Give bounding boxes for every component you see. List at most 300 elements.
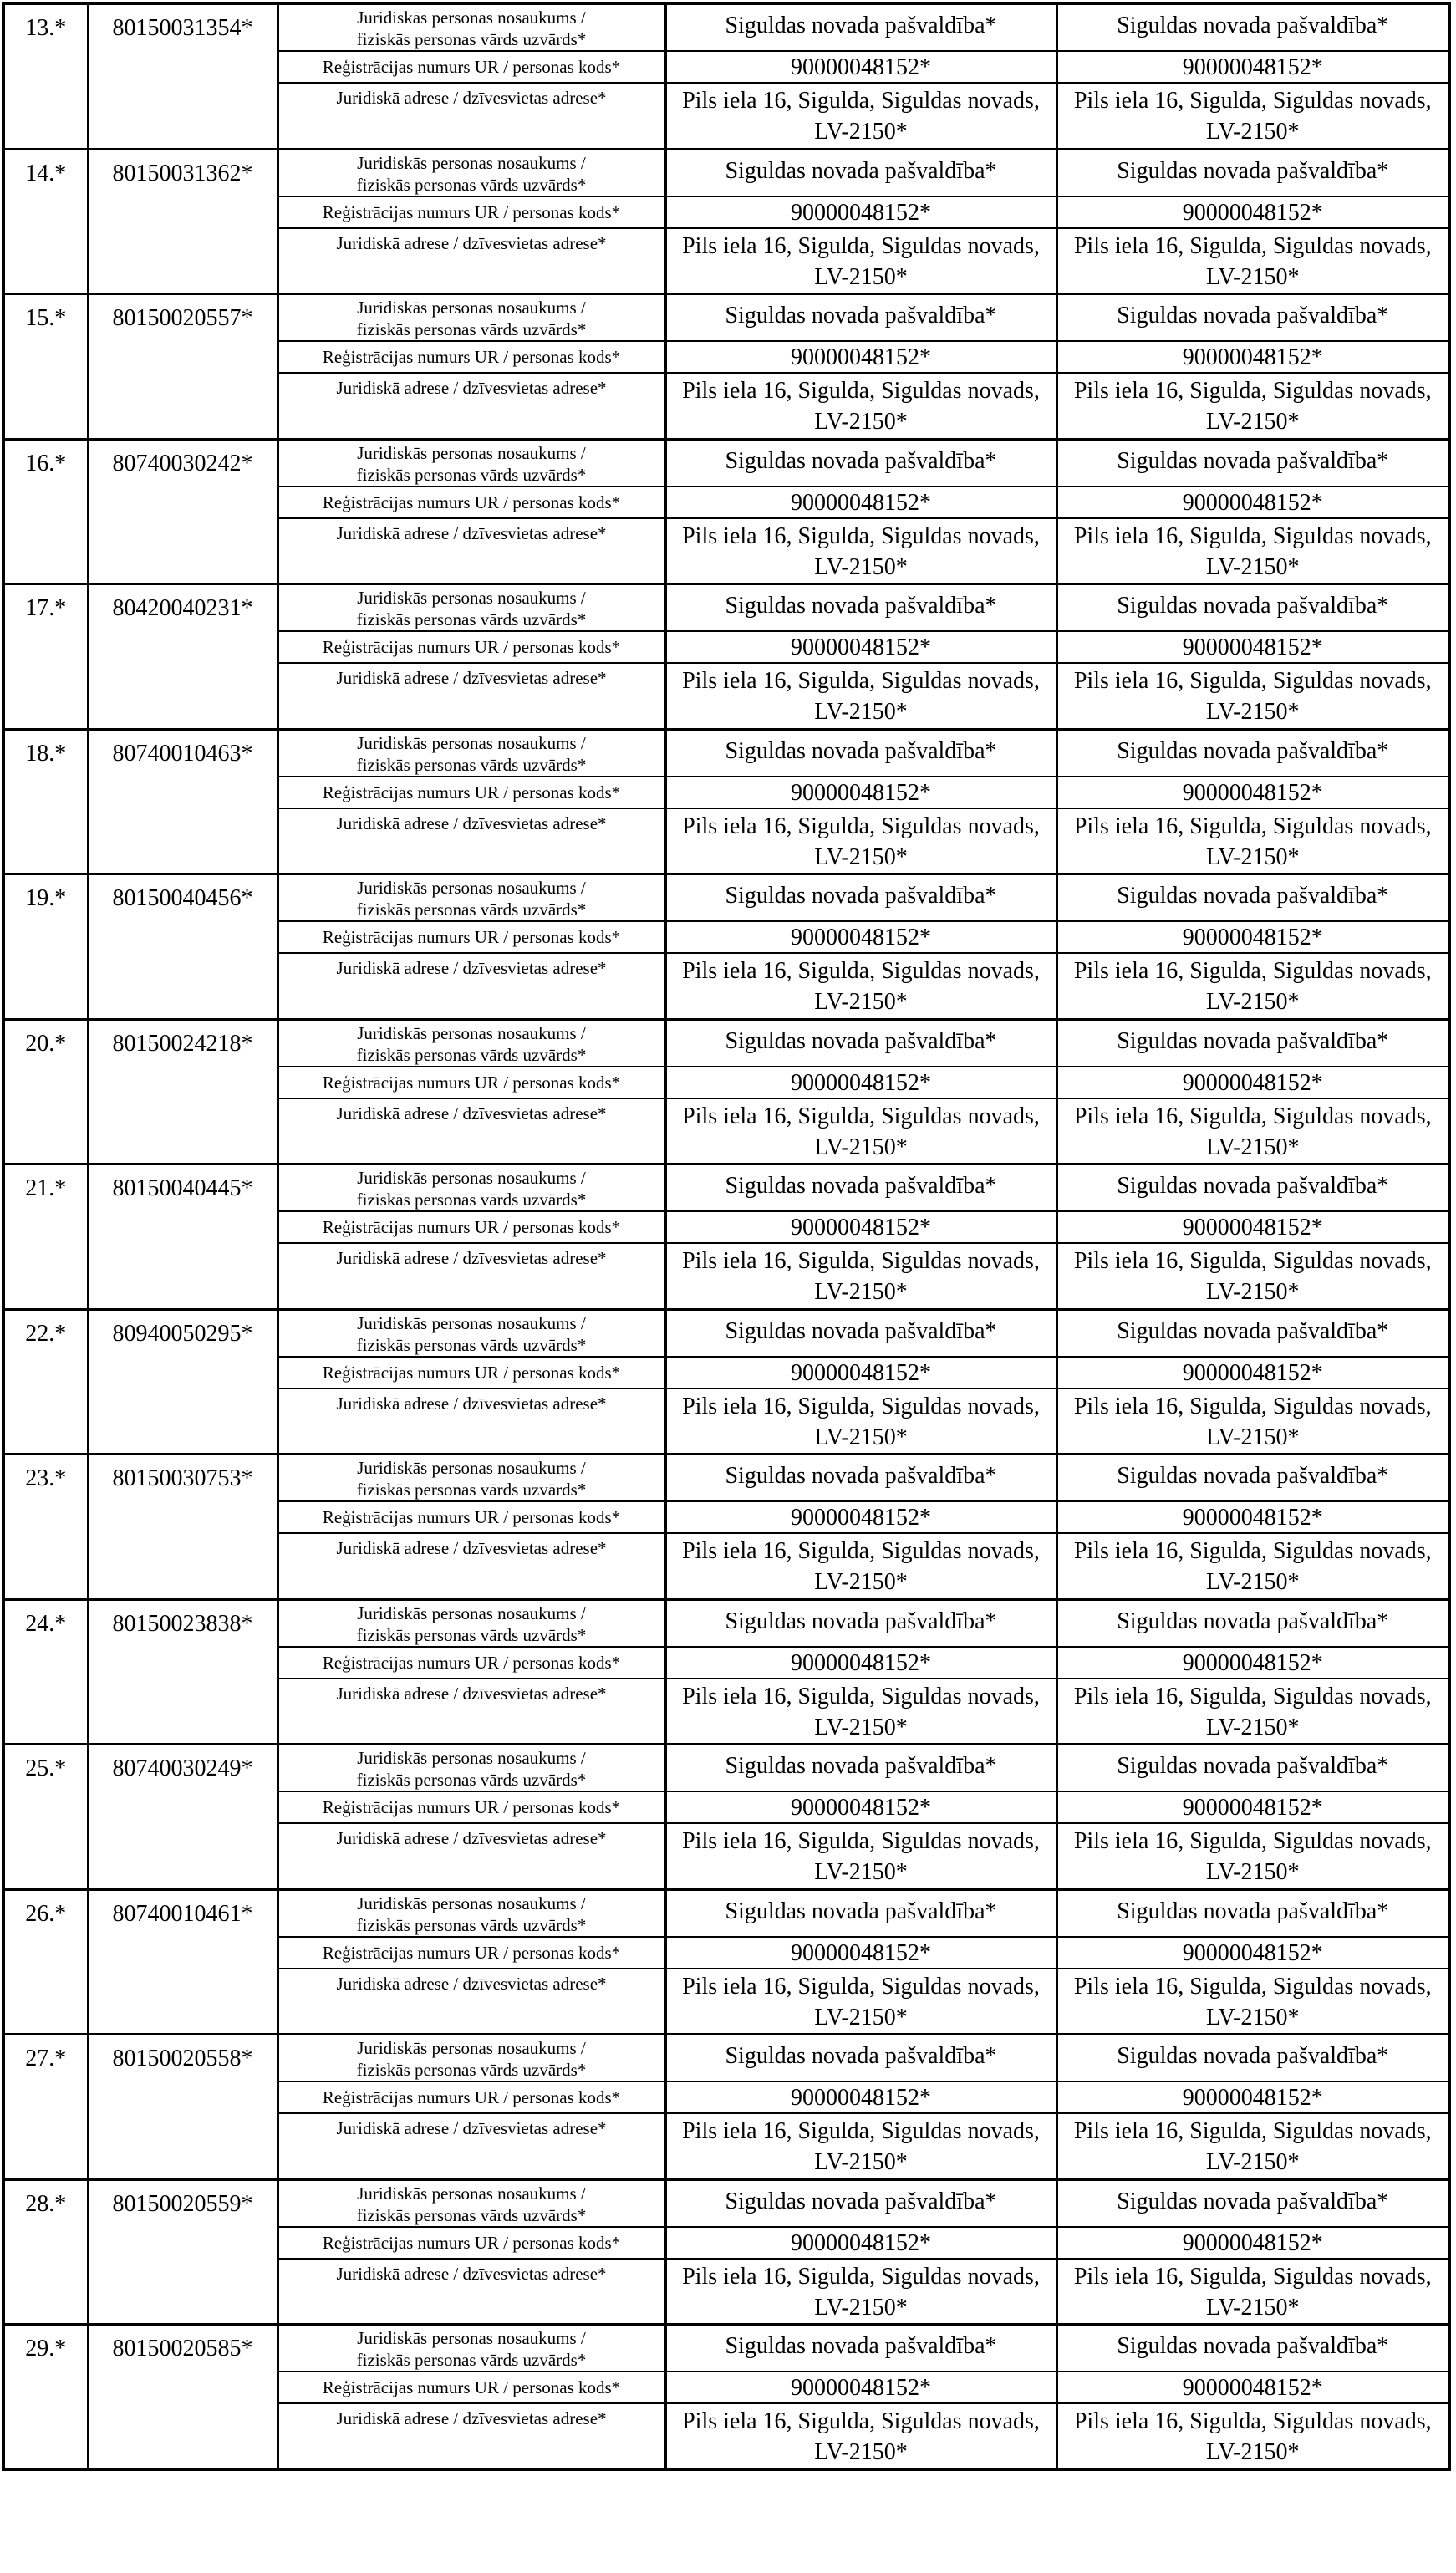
name-label-cell bbox=[277, 2035, 665, 2082]
owner2-address-line2: LV-2150* bbox=[1205, 1569, 1300, 1595]
owner2-address-line2: LV-2150* bbox=[1205, 553, 1300, 580]
name-label-line1: Juridiskās personas nosaukums / bbox=[357, 1893, 586, 1913]
owner2-address-line2: LV-2150* bbox=[1205, 263, 1300, 290]
owner2-address-line1: Pils iela 16, Sigulda, Siguldas novads, bbox=[1073, 1683, 1432, 1709]
owner1-address-line1: Pils iela 16, Sigulda, Siguldas novads, bbox=[682, 88, 1040, 114]
owner1-registration-number-cell: 90000048152* bbox=[665, 631, 1056, 663]
name-label-cell bbox=[277, 1019, 665, 1067]
table-row bbox=[3, 1599, 1449, 1647]
address-label-cell: Juridiskā adrese / dzīvesvietas adrese* bbox=[277, 1388, 665, 1455]
owner2-address-line1: Pils iela 16, Sigulda, Siguldas novads, bbox=[1073, 2118, 1432, 2144]
table-row bbox=[3, 149, 1449, 196]
name-label-cell bbox=[277, 1745, 665, 1792]
row-number-cell: 27.* bbox=[3, 2035, 88, 2180]
name-label-line1: Juridiskās personas nosaukums / bbox=[357, 8, 586, 28]
owner1-name-cell: Siguldas novada pašvaldība* bbox=[665, 3, 1056, 51]
owner1-address-cell bbox=[665, 808, 1056, 874]
owner1-name-cell: Siguldas novada pašvaldība* bbox=[665, 1309, 1056, 1357]
owner1-address-line2: LV-2150* bbox=[814, 1424, 908, 1450]
owner1-address-line2: LV-2150* bbox=[814, 409, 908, 435]
owner1-address-cell bbox=[665, 2113, 1056, 2179]
registration-label-cell: Reģistrācijas numurs UR / personas kods* bbox=[277, 921, 665, 953]
owner2-registration-number-cell: 90000048152* bbox=[1056, 921, 1449, 953]
name-label-cell bbox=[277, 584, 665, 632]
owner1-address-cell bbox=[665, 1969, 1056, 2035]
owner2-address-line2: LV-2150* bbox=[1205, 1714, 1300, 1740]
table-row bbox=[3, 1164, 1449, 1212]
address-label-cell: Juridiskā adrese / dzīvesvietas adrese* bbox=[277, 663, 665, 729]
owner1-address-cell bbox=[665, 663, 1056, 729]
owner2-registration-number-cell: 90000048152* bbox=[1056, 1357, 1449, 1388]
name-label-cell bbox=[277, 1309, 665, 1357]
owner2-address-cell bbox=[1056, 1969, 1449, 2035]
owner2-registration-number-cell: 90000048152* bbox=[1056, 196, 1449, 228]
owner1-address-line2: LV-2150* bbox=[814, 1134, 908, 1160]
name-label-line2: fiziskās personas vārds uzvārds* bbox=[356, 754, 587, 775]
name-label-line1: Juridiskās personas nosaukums / bbox=[357, 2038, 586, 2058]
name-label-cell bbox=[277, 1599, 665, 1647]
registration-label-cell: Reģistrācijas numurs UR / personas kods* bbox=[277, 2227, 665, 2259]
owner2-registration-number-cell: 90000048152* bbox=[1056, 51, 1449, 83]
owner2-name-cell: Siguldas novada pašvaldība* bbox=[1056, 2325, 1449, 2372]
owner2-address-line1: Pils iela 16, Sigulda, Siguldas novads, bbox=[1073, 1393, 1432, 1419]
owner1-name-cell: Siguldas novada pašvaldība* bbox=[665, 149, 1056, 196]
owner2-name-cell: Siguldas novada pašvaldība* bbox=[1056, 729, 1449, 777]
registration-label-cell: Reģistrācijas numurs UR / personas kods* bbox=[277, 1791, 665, 1823]
owner2-name-cell: Siguldas novada pašvaldība* bbox=[1056, 1745, 1449, 1792]
table-row bbox=[3, 874, 1449, 922]
owner2-address-line2: LV-2150* bbox=[1205, 843, 1300, 870]
owner2-address-line2: LV-2150* bbox=[1205, 2439, 1300, 2465]
owner2-address-line2: LV-2150* bbox=[1205, 2004, 1300, 2030]
table-row bbox=[3, 439, 1449, 487]
registration-label-cell: Reģistrācijas numurs UR / personas kods* bbox=[277, 487, 665, 518]
name-label-line1: Juridiskās personas nosaukums / bbox=[357, 1748, 586, 1768]
owner1-name-cell: Siguldas novada pašvaldība* bbox=[665, 1889, 1056, 1937]
address-label-cell: Juridiskā adrese / dzīvesvietas adrese* bbox=[277, 228, 665, 294]
owner2-address-line1: Pils iela 16, Sigulda, Siguldas novads, bbox=[1073, 2408, 1432, 2434]
owner2-name-cell: Siguldas novada pašvaldība* bbox=[1056, 1309, 1449, 1357]
name-label-line2: fiziskās personas vārds uzvārds* bbox=[356, 2060, 587, 2080]
owner1-address-line2: LV-2150* bbox=[814, 2439, 908, 2465]
table-row bbox=[3, 294, 1449, 342]
owner2-address-line1: Pils iela 16, Sigulda, Siguldas novads, bbox=[1073, 88, 1432, 114]
name-label-line2: fiziskās personas vārds uzvārds* bbox=[356, 1334, 587, 1355]
name-label-line2: fiziskās personas vārds uzvārds* bbox=[356, 1480, 587, 1500]
registration-label-cell: Reģistrācijas numurs UR / personas kods* bbox=[277, 196, 665, 228]
owner1-address-cell bbox=[665, 1388, 1056, 1455]
owner2-name-cell: Siguldas novada pašvaldība* bbox=[1056, 149, 1449, 196]
address-label-cell: Juridiskā adrese / dzīvesvietas adrese* bbox=[277, 1823, 665, 1889]
owner2-address-cell bbox=[1056, 1823, 1449, 1889]
owner2-address-cell bbox=[1056, 373, 1449, 439]
owner1-name-cell: Siguldas novada pašvaldība* bbox=[665, 584, 1056, 632]
owner2-registration-number-cell: 90000048152* bbox=[1056, 487, 1449, 518]
owner1-registration-number-cell: 90000048152* bbox=[665, 2081, 1056, 2113]
owner2-address-cell bbox=[1056, 518, 1449, 584]
cadastre-number-cell: 80150040445* bbox=[88, 1164, 277, 1310]
name-label-line1: Juridiskās personas nosaukums / bbox=[357, 152, 586, 173]
owner1-registration-number-cell: 90000048152* bbox=[665, 1647, 1056, 1679]
row-number-cell: 29.* bbox=[3, 2325, 88, 2470]
owner2-address-line1: Pils iela 16, Sigulda, Siguldas novads, bbox=[1073, 1973, 1432, 2000]
table-row bbox=[3, 3, 1449, 51]
owner2-name-cell: Siguldas novada pašvaldība* bbox=[1056, 439, 1449, 487]
owner1-address-line1: Pils iela 16, Sigulda, Siguldas novads, bbox=[682, 1828, 1040, 1854]
address-label-cell: Juridiskā adrese / dzīvesvietas adrese* bbox=[277, 518, 665, 584]
owner2-address-line1: Pils iela 16, Sigulda, Siguldas novads, bbox=[1073, 813, 1432, 839]
owner1-name-cell: Siguldas novada pašvaldība* bbox=[665, 294, 1056, 342]
owner2-address-line1: Pils iela 16, Sigulda, Siguldas novads, bbox=[1073, 232, 1432, 259]
name-label-line2: fiziskās personas vārds uzvārds* bbox=[356, 174, 587, 195]
owner1-registration-number-cell: 90000048152* bbox=[665, 1211, 1056, 1243]
registration-label-cell: Reģistrācijas numurs UR / personas kods* bbox=[277, 341, 665, 373]
owner2-address-line1: Pils iela 16, Sigulda, Siguldas novads, bbox=[1073, 2263, 1432, 2290]
ownership-table bbox=[2, 2, 1451, 2471]
owner1-address-line2: LV-2150* bbox=[814, 1569, 908, 1595]
cadastre-number-cell: 80150020558* bbox=[88, 2035, 277, 2180]
owner2-address-line1: Pils iela 16, Sigulda, Siguldas novads, bbox=[1073, 668, 1432, 694]
registration-label-cell: Reģistrācijas numurs UR / personas kods* bbox=[277, 1501, 665, 1533]
owner2-registration-number-cell: 90000048152* bbox=[1056, 631, 1449, 663]
row-number-cell: 14.* bbox=[3, 149, 88, 294]
owner2-address-cell bbox=[1056, 1533, 1449, 1599]
table-row bbox=[3, 2179, 1449, 2227]
owner1-address-line2: LV-2150* bbox=[814, 553, 908, 580]
owner1-address-line1: Pils iela 16, Sigulda, Siguldas novads, bbox=[682, 1683, 1040, 1709]
cadastre-number-cell: 80740030249* bbox=[88, 1745, 277, 1890]
name-label-line1: Juridiskās personas nosaukums / bbox=[357, 878, 586, 898]
name-label-line1: Juridiskās personas nosaukums / bbox=[357, 588, 586, 608]
owner2-registration-number-cell: 90000048152* bbox=[1056, 1211, 1449, 1243]
owner1-address-line2: LV-2150* bbox=[814, 989, 908, 1015]
owner1-address-line1: Pils iela 16, Sigulda, Siguldas novads, bbox=[682, 668, 1040, 694]
table-row bbox=[3, 2325, 1449, 2372]
name-label-line1: Juridiskās personas nosaukums / bbox=[357, 1312, 586, 1333]
owner1-name-cell: Siguldas novada pašvaldība* bbox=[665, 439, 1056, 487]
address-label-cell: Juridiskā adrese / dzīvesvietas adrese* bbox=[277, 373, 665, 439]
row-number-cell: 28.* bbox=[3, 2179, 88, 2325]
owner2-address-line1: Pils iela 16, Sigulda, Siguldas novads, bbox=[1073, 522, 1432, 549]
name-label-cell bbox=[277, 1889, 665, 1937]
owner1-name-cell: Siguldas novada pašvaldība* bbox=[665, 1164, 1056, 1212]
registration-label-cell: Reģistrācijas numurs UR / personas kods* bbox=[277, 51, 665, 83]
owner2-address-line1: Pils iela 16, Sigulda, Siguldas novads, bbox=[1073, 1538, 1432, 1564]
owner1-registration-number-cell: 90000048152* bbox=[665, 2372, 1056, 2403]
owner2-address-line2: LV-2150* bbox=[1205, 1424, 1300, 1450]
name-label-cell bbox=[277, 2325, 665, 2372]
row-number-cell: 25.* bbox=[3, 1745, 88, 1890]
table-row bbox=[3, 1455, 1449, 1502]
name-label-line2: fiziskās personas vārds uzvārds* bbox=[356, 1624, 587, 1645]
name-label-line2: fiziskās personas vārds uzvārds* bbox=[356, 609, 587, 629]
name-label-cell bbox=[277, 874, 665, 922]
owner2-name-cell: Siguldas novada pašvaldība* bbox=[1056, 584, 1449, 632]
owner1-address-cell bbox=[665, 1679, 1056, 1745]
cadastre-number-cell: 80150020557* bbox=[88, 294, 277, 440]
cadastre-number-cell: 80420040231* bbox=[88, 584, 277, 730]
owner1-registration-number-cell: 90000048152* bbox=[665, 2227, 1056, 2259]
owner2-registration-number-cell: 90000048152* bbox=[1056, 341, 1449, 373]
owner1-address-line1: Pils iela 16, Sigulda, Siguldas novads, bbox=[682, 2408, 1040, 2434]
owner2-address-cell bbox=[1056, 83, 1449, 149]
owner1-address-cell bbox=[665, 2403, 1056, 2469]
owner1-address-line2: LV-2150* bbox=[814, 1859, 908, 1885]
owner1-address-cell bbox=[665, 1243, 1056, 1309]
row-number-cell: 17.* bbox=[3, 584, 88, 730]
owner2-address-line1: Pils iela 16, Sigulda, Siguldas novads, bbox=[1073, 958, 1432, 984]
owner1-name-cell: Siguldas novada pašvaldība* bbox=[665, 2179, 1056, 2227]
name-label-line2: fiziskās personas vārds uzvārds* bbox=[356, 899, 587, 920]
owner2-address-line2: LV-2150* bbox=[1205, 1859, 1300, 1885]
owner1-name-cell: Siguldas novada pašvaldība* bbox=[665, 2325, 1056, 2372]
owner2-address-cell bbox=[1056, 1098, 1449, 1164]
owner1-address-line2: LV-2150* bbox=[814, 1714, 908, 1740]
cadastre-number-cell: 80150020585* bbox=[88, 2325, 277, 2470]
name-label-line2: fiziskās personas vārds uzvārds* bbox=[356, 319, 587, 339]
owner1-registration-number-cell: 90000048152* bbox=[665, 51, 1056, 83]
owner1-address-line1: Pils iela 16, Sigulda, Siguldas novads, bbox=[682, 1103, 1040, 1129]
owner2-address-cell bbox=[1056, 953, 1449, 1019]
address-label-cell: Juridiskā adrese / dzīvesvietas adrese* bbox=[277, 1679, 665, 1745]
row-number-cell: 26.* bbox=[3, 1889, 88, 2035]
cadastre-number-cell: 80150024218* bbox=[88, 1019, 277, 1164]
owner1-address-line1: Pils iela 16, Sigulda, Siguldas novads, bbox=[682, 2118, 1040, 2144]
owner2-name-cell: Siguldas novada pašvaldība* bbox=[1056, 1019, 1449, 1067]
name-label-cell bbox=[277, 294, 665, 342]
name-label-cell bbox=[277, 1455, 665, 1502]
cadastre-number-cell: 80740010461* bbox=[88, 1889, 277, 2035]
owner2-name-cell: Siguldas novada pašvaldība* bbox=[1056, 1599, 1449, 1647]
owner1-address-line1: Pils iela 16, Sigulda, Siguldas novads, bbox=[682, 958, 1040, 984]
table-row bbox=[3, 1019, 1449, 1067]
owner2-registration-number-cell: 90000048152* bbox=[1056, 1067, 1449, 1098]
owner1-address-line1: Pils iela 16, Sigulda, Siguldas novads, bbox=[682, 1393, 1040, 1419]
owner1-address-line2: LV-2150* bbox=[814, 2004, 908, 2030]
name-label-line2: fiziskās personas vārds uzvārds* bbox=[356, 1770, 587, 1790]
owner1-address-line1: Pils iela 16, Sigulda, Siguldas novads, bbox=[682, 232, 1040, 259]
owner2-registration-number-cell: 90000048152* bbox=[1056, 1501, 1449, 1533]
owner1-address-cell bbox=[665, 953, 1056, 1019]
owner2-name-cell: Siguldas novada pašvaldība* bbox=[1056, 1455, 1449, 1502]
cadastre-number-cell: 80740010463* bbox=[88, 729, 277, 874]
owner1-address-cell bbox=[665, 83, 1056, 149]
owner1-address-cell bbox=[665, 1098, 1056, 1164]
owner1-name-cell: Siguldas novada pašvaldība* bbox=[665, 874, 1056, 922]
owner1-registration-number-cell: 90000048152* bbox=[665, 1501, 1056, 1533]
address-label-cell: Juridiskā adrese / dzīvesvietas adrese* bbox=[277, 2403, 665, 2469]
name-label-line1: Juridiskās personas nosaukums / bbox=[357, 732, 586, 753]
owner2-address-cell bbox=[1056, 2113, 1449, 2179]
cadastre-number-cell: 80150031362* bbox=[88, 149, 277, 294]
owner1-address-line1: Pils iela 16, Sigulda, Siguldas novads, bbox=[682, 813, 1040, 839]
owner2-name-cell: Siguldas novada pašvaldība* bbox=[1056, 294, 1449, 342]
owner1-address-line1: Pils iela 16, Sigulda, Siguldas novads, bbox=[682, 378, 1040, 404]
owner1-address-cell bbox=[665, 1823, 1056, 1889]
address-label-cell: Juridiskā adrese / dzīvesvietas adrese* bbox=[277, 1533, 665, 1599]
name-label-line1: Juridiskās personas nosaukums / bbox=[357, 1022, 586, 1043]
name-label-line2: fiziskās personas vārds uzvārds* bbox=[356, 464, 587, 485]
owner1-registration-number-cell: 90000048152* bbox=[665, 921, 1056, 953]
cadastre-number-cell: 80150023838* bbox=[88, 1599, 277, 1745]
owner2-address-line2: LV-2150* bbox=[1205, 2294, 1300, 2321]
cadastre-number-cell: 80150030753* bbox=[88, 1455, 277, 1600]
address-label-cell: Juridiskā adrese / dzīvesvietas adrese* bbox=[277, 2259, 665, 2325]
owner2-address-cell bbox=[1056, 808, 1449, 874]
owner2-address-line1: Pils iela 16, Sigulda, Siguldas novads, bbox=[1073, 378, 1432, 404]
owner2-address-line2: LV-2150* bbox=[1205, 699, 1300, 725]
owner2-address-line1: Pils iela 16, Sigulda, Siguldas novads, bbox=[1073, 1828, 1432, 1854]
owner1-name-cell: Siguldas novada pašvaldība* bbox=[665, 1019, 1056, 1067]
owner2-name-cell: Siguldas novada pašvaldība* bbox=[1056, 2179, 1449, 2227]
address-label-cell: Juridiskā adrese / dzīvesvietas adrese* bbox=[277, 83, 665, 149]
owner2-address-line2: LV-2150* bbox=[1205, 1134, 1300, 1160]
owner2-name-cell: Siguldas novada pašvaldība* bbox=[1056, 1164, 1449, 1212]
row-number-cell: 23.* bbox=[3, 1455, 88, 1600]
owner2-registration-number-cell: 90000048152* bbox=[1056, 2081, 1449, 2113]
name-label-line1: Juridiskās personas nosaukums / bbox=[357, 1168, 586, 1188]
owner2-address-line1: Pils iela 16, Sigulda, Siguldas novads, bbox=[1073, 1103, 1432, 1129]
owner1-name-cell: Siguldas novada pašvaldība* bbox=[665, 729, 1056, 777]
name-label-line1: Juridiskās personas nosaukums / bbox=[357, 442, 586, 463]
owner1-name-cell: Siguldas novada pašvaldība* bbox=[665, 1599, 1056, 1647]
owner2-registration-number-cell: 90000048152* bbox=[1056, 1647, 1449, 1679]
address-label-cell: Juridiskā adrese / dzīvesvietas adrese* bbox=[277, 1969, 665, 2035]
registration-label-cell: Reģistrācijas numurs UR / personas kods* bbox=[277, 2081, 665, 2113]
name-label-line1: Juridiskās personas nosaukums / bbox=[357, 298, 586, 318]
owner2-address-line2: LV-2150* bbox=[1205, 1279, 1300, 1305]
cadastre-number-cell: 80150040456* bbox=[88, 874, 277, 1020]
table-row bbox=[3, 1309, 1449, 1357]
table-row bbox=[3, 1889, 1449, 1937]
table-row bbox=[3, 729, 1449, 777]
owner2-registration-number-cell: 90000048152* bbox=[1056, 777, 1449, 808]
owner2-name-cell: Siguldas novada pašvaldība* bbox=[1056, 1889, 1449, 1937]
table-row bbox=[3, 2035, 1449, 2082]
name-label-cell bbox=[277, 2179, 665, 2227]
owner1-address-line2: LV-2150* bbox=[814, 263, 908, 290]
owner1-registration-number-cell: 90000048152* bbox=[665, 1791, 1056, 1823]
owner2-registration-number-cell: 90000048152* bbox=[1056, 1791, 1449, 1823]
row-number-cell: 13.* bbox=[3, 3, 88, 149]
owner1-address-line1: Pils iela 16, Sigulda, Siguldas novads, bbox=[682, 1248, 1040, 1274]
owner1-address-line2: LV-2150* bbox=[814, 1279, 908, 1305]
registration-label-cell: Reģistrācijas numurs UR / personas kods* bbox=[277, 1647, 665, 1679]
owner1-registration-number-cell: 90000048152* bbox=[665, 1937, 1056, 1969]
owner2-address-cell bbox=[1056, 228, 1449, 294]
owner1-address-line1: Pils iela 16, Sigulda, Siguldas novads, bbox=[682, 522, 1040, 549]
name-label-cell bbox=[277, 149, 665, 196]
owner2-address-cell bbox=[1056, 2259, 1449, 2325]
owner2-address-line2: LV-2150* bbox=[1205, 119, 1300, 145]
registration-label-cell: Reģistrācijas numurs UR / personas kods* bbox=[277, 2372, 665, 2403]
owner2-registration-number-cell: 90000048152* bbox=[1056, 1937, 1449, 1969]
registration-label-cell: Reģistrācijas numurs UR / personas kods* bbox=[277, 777, 665, 808]
name-label-line2: fiziskās personas vārds uzvārds* bbox=[356, 2204, 587, 2225]
owner1-name-cell: Siguldas novada pašvaldība* bbox=[665, 2035, 1056, 2082]
registration-label-cell: Reģistrācijas numurs UR / personas kods* bbox=[277, 1211, 665, 1243]
owner2-registration-number-cell: 90000048152* bbox=[1056, 2372, 1449, 2403]
owner2-address-cell bbox=[1056, 663, 1449, 729]
owner1-address-cell bbox=[665, 373, 1056, 439]
name-label-line1: Juridiskās personas nosaukums / bbox=[357, 2183, 586, 2204]
address-label-cell: Juridiskā adrese / dzīvesvietas adrese* bbox=[277, 953, 665, 1019]
row-number-cell: 18.* bbox=[3, 729, 88, 874]
owner2-address-line2: LV-2150* bbox=[1205, 989, 1300, 1015]
cadastre-number-cell: 80150031354* bbox=[88, 3, 277, 149]
owner2-name-cell: Siguldas novada pašvaldība* bbox=[1056, 2035, 1449, 2082]
name-label-line2: fiziskās personas vārds uzvārds* bbox=[356, 2350, 587, 2370]
row-number-cell: 22.* bbox=[3, 1309, 88, 1455]
registration-label-cell: Reģistrācijas numurs UR / personas kods* bbox=[277, 1357, 665, 1388]
owner2-name-cell: Siguldas novada pašvaldība* bbox=[1056, 3, 1449, 51]
owner1-registration-number-cell: 90000048152* bbox=[665, 487, 1056, 518]
registration-label-cell: Reģistrācijas numurs UR / personas kods* bbox=[277, 1067, 665, 1098]
owner1-address-line1: Pils iela 16, Sigulda, Siguldas novads, bbox=[682, 1973, 1040, 2000]
address-label-cell: Juridiskā adrese / dzīvesvietas adrese* bbox=[277, 808, 665, 874]
name-label-cell bbox=[277, 729, 665, 777]
row-number-cell: 19.* bbox=[3, 874, 88, 1020]
name-label-line2: fiziskās personas vārds uzvārds* bbox=[356, 1190, 587, 1210]
ownership-table-body bbox=[3, 3, 1449, 2469]
row-number-cell: 15.* bbox=[3, 294, 88, 440]
owner1-registration-number-cell: 90000048152* bbox=[665, 196, 1056, 228]
name-label-line2: fiziskās personas vārds uzvārds* bbox=[356, 1914, 587, 1935]
owner2-name-cell: Siguldas novada pašvaldība* bbox=[1056, 874, 1449, 922]
owner1-name-cell: Siguldas novada pašvaldība* bbox=[665, 1745, 1056, 1792]
row-number-cell: 21.* bbox=[3, 1164, 88, 1310]
registration-label-cell: Reģistrācijas numurs UR / personas kods* bbox=[277, 1937, 665, 1969]
owner1-address-line1: Pils iela 16, Sigulda, Siguldas novads, bbox=[682, 1538, 1040, 1564]
cadastre-number-cell: 80150020559* bbox=[88, 2179, 277, 2325]
name-label-line2: fiziskās personas vārds uzvārds* bbox=[356, 29, 587, 49]
address-label-cell: Juridiskā adrese / dzīvesvietas adrese* bbox=[277, 2113, 665, 2179]
owner1-address-line2: LV-2150* bbox=[814, 699, 908, 725]
owner2-address-line1: Pils iela 16, Sigulda, Siguldas novads, bbox=[1073, 1248, 1432, 1274]
owner1-address-cell bbox=[665, 1533, 1056, 1599]
owner2-address-line2: LV-2150* bbox=[1205, 409, 1300, 435]
registration-label-cell: Reģistrācijas numurs UR / personas kods* bbox=[277, 631, 665, 663]
row-number-cell: 20.* bbox=[3, 1019, 88, 1164]
owner1-registration-number-cell: 90000048152* bbox=[665, 1067, 1056, 1098]
owner2-address-cell bbox=[1056, 1388, 1449, 1455]
address-label-cell: Juridiskā adrese / dzīvesvietas adrese* bbox=[277, 1243, 665, 1309]
cadastre-number-cell: 80940050295* bbox=[88, 1309, 277, 1455]
owner2-address-cell bbox=[1056, 1679, 1449, 1745]
name-label-line1: Juridiskās personas nosaukums / bbox=[357, 2328, 586, 2348]
owner1-address-line2: LV-2150* bbox=[814, 2149, 908, 2175]
table-row bbox=[3, 584, 1449, 632]
name-label-line2: fiziskās personas vārds uzvārds* bbox=[356, 1044, 587, 1065]
name-label-cell bbox=[277, 3, 665, 51]
owner1-address-line2: LV-2150* bbox=[814, 2294, 908, 2321]
owner2-address-cell bbox=[1056, 1243, 1449, 1309]
owner2-address-cell bbox=[1056, 2403, 1449, 2469]
owner1-registration-number-cell: 90000048152* bbox=[665, 341, 1056, 373]
name-label-line1: Juridiskās personas nosaukums / bbox=[357, 1602, 586, 1623]
owner1-registration-number-cell: 90000048152* bbox=[665, 1357, 1056, 1388]
table-row bbox=[3, 1745, 1449, 1792]
owner1-address-cell bbox=[665, 2259, 1056, 2325]
owner2-address-line2: LV-2150* bbox=[1205, 2149, 1300, 2175]
address-label-cell: Juridiskā adrese / dzīvesvietas adrese* bbox=[277, 1098, 665, 1164]
name-label-cell bbox=[277, 439, 665, 487]
owner1-address-line2: LV-2150* bbox=[814, 119, 908, 145]
owner2-registration-number-cell: 90000048152* bbox=[1056, 2227, 1449, 2259]
owner1-registration-number-cell: 90000048152* bbox=[665, 777, 1056, 808]
owner1-name-cell: Siguldas novada pašvaldība* bbox=[665, 1455, 1056, 1502]
cadastre-number-cell: 80740030242* bbox=[88, 439, 277, 584]
